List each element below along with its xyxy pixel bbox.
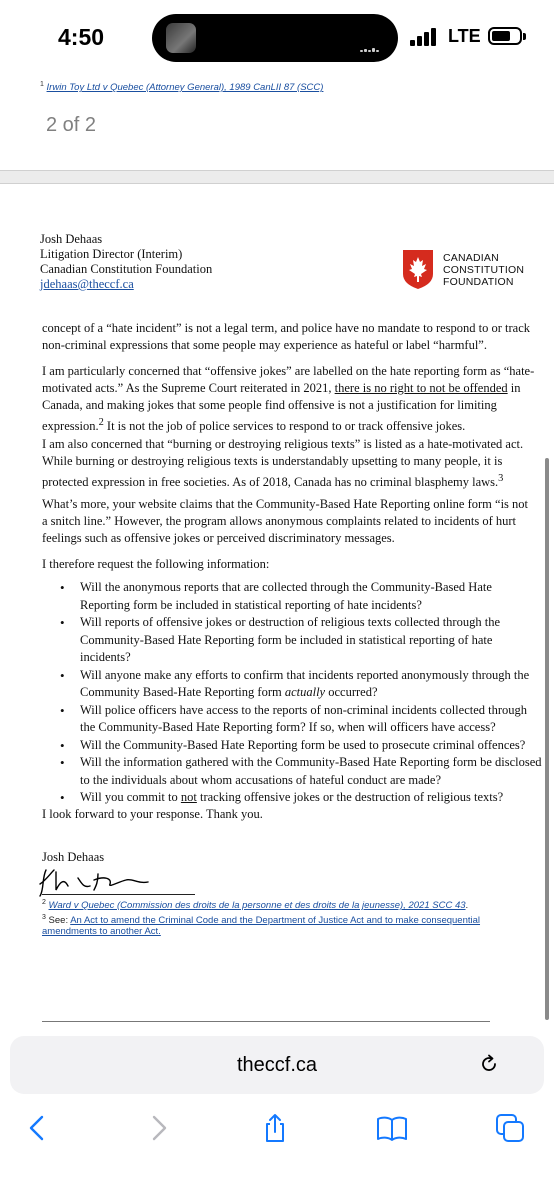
paragraph-hate-incident: concept of a “hate incident” is not a legal term, and police have no mandate to respond to or track non-criminal expressions that some people may experience as hateful or label “harmful”. <box>42 321 531 352</box>
footnotes <box>42 897 512 938</box>
list-item: • Will reports of offensive jokes or destruction of religious texts collected through the Community-Based Hate Reporting form be included in statistical reporting of hate incidents? <box>42 614 542 667</box>
list-item <box>42 667 542 702</box>
media-thumbnail <box>166 23 196 53</box>
list-item-text: Will you commit to <box>80 790 181 804</box>
page-indicator: 2 of 2 <box>46 114 97 136</box>
paragraph-text: I am also concerned that “burning or destroying religious texts” is listed as a hate-motivated act. While burning or destroying religious texts is understandably upsetting to many people, it is protected expression in free societies. As of 2018, Canada has no criminal blasphemy laws. <box>42 437 524 490</box>
back-button[interactable] <box>22 1112 54 1144</box>
signal-icon <box>410 28 440 46</box>
page-bottom-rule <box>42 1021 490 1022</box>
maple-leaf-logo-icon <box>401 248 435 290</box>
status-time: 4:50 <box>58 24 105 50</box>
footnote-link[interactable]: An Act to amend the Criminal Code and the Department of Justice Act and to make consequential amendments to another Act. <box>42 914 481 938</box>
footnote-ref[interactable]: 2 <box>98 417 104 428</box>
page-divider <box>0 170 554 184</box>
sender-name: Josh Dehaas <box>40 232 103 246</box>
list-item <box>42 789 542 807</box>
bookmarks-button[interactable] <box>376 1112 408 1144</box>
closing-line: I look forward to your response. Thank you. <box>42 807 263 821</box>
paragraph-offensive-jokes <box>42 363 536 435</box>
footnote-number: 1 <box>40 81 44 88</box>
reload-icon[interactable] <box>478 1053 500 1075</box>
emphasis-italic: actually <box>284 685 326 699</box>
footnote-3 <box>42 912 512 938</box>
emphasis-underlined: there is no right to not be offended <box>334 381 508 395</box>
address-bar[interactable] <box>10 1036 544 1094</box>
network-label: LTE <box>448 26 481 46</box>
footnote-link[interactable]: Irwin Toy Ltd v Quebec (Attorney General), 1989 CanLII 87 (SCC) <box>46 82 324 94</box>
letterhead-sender <box>40 232 212 292</box>
tabs-button[interactable] <box>494 1112 526 1144</box>
list-item-text: tracking offensive jokes or the destruction of religious texts? <box>196 790 504 804</box>
footnote-number: 2 <box>42 899 46 906</box>
scrollbar[interactable] <box>545 458 549 1020</box>
sender-title: Litigation Director (Interim) <box>40 247 183 261</box>
forward-button[interactable] <box>142 1112 174 1144</box>
audio-wave-icon <box>360 34 382 42</box>
list-item-text: Will anyone make any efforts to confirm that incidents reported anonymously through the Community Based-Hate Reporting form <box>80 667 530 699</box>
sender-email-link[interactable]: jdehaas@theccf.ca <box>40 277 134 291</box>
bookmarks-icon <box>376 1112 408 1144</box>
dynamic-island[interactable] <box>152 14 398 62</box>
signature-line <box>42 894 195 895</box>
paragraph-text: I am particularly concerned that “offensive jokes” are labelled on the hate reporting form as “hate-motivated acts.” As the Supreme Court reiterated in 2021, <box>42 364 535 395</box>
footnote-text: . <box>465 900 469 912</box>
footnote-ref[interactable]: 3 <box>498 473 504 484</box>
paragraph-text: It is not the job of police services to respond to or track offensive jokes. <box>103 419 466 434</box>
request-list <box>42 579 542 807</box>
sender-org: Canadian Constitution Foundation <box>40 262 213 276</box>
signoff-name: Josh Dehaas <box>42 850 105 864</box>
paragraph-snitch-line: What’s more, your website claims that the Community-Based Hate Reporting online form “is not a snitch line.” However, the program allows anonymous complaints related to incidents of hurt feelings such as offensive jokes or perceived discriminatory messages. <box>42 497 529 545</box>
list-item-text: occurred? <box>325 685 378 699</box>
list-item: • Will the anonymous reports that are collected through the Community-Based Hate Reporting form be included in statistical reporting of hate incidents? <box>42 579 542 614</box>
page1-footnote <box>40 81 323 93</box>
share-button[interactable] <box>259 1112 291 1144</box>
logo-line: FOUNDATION <box>443 276 514 288</box>
footnote-link[interactable]: Ward v Quebec (Commission des droits de la personne et des droits de la jeunesse), 2021 SCC 43 <box>48 900 466 912</box>
battery-icon <box>488 27 522 45</box>
list-item: • Will the information gathered with the Community-Based Hate Reporting form be disclosed to the individuals about whom accusations of hateful conduct are made? <box>42 754 542 789</box>
browser-toolbar <box>0 1100 554 1200</box>
logo-wordmark <box>443 252 524 288</box>
footnote-text: See: <box>48 914 71 926</box>
paragraph-text: in Canada, and making jokes that some people find offensive is not a justification for limiting expression. <box>42 381 521 434</box>
footnote-2 <box>42 897 512 912</box>
status-bar <box>0 0 554 72</box>
share-icon <box>259 1112 291 1144</box>
footnote-number: 3 <box>42 913 46 921</box>
list-item: • Will the Community-Based Hate Reporting form be used to prosecute criminal offences? <box>42 737 542 755</box>
logo-line: CONSTITUTION <box>443 264 525 276</box>
emphasis-underlined: not <box>180 790 197 804</box>
logo-line: CANADIAN <box>443 252 499 264</box>
list-item: • Will police officers have access to the reports of non-criminal incidents collected through the Community-Based Hate Reporting form? If so, when will officers have access? <box>42 702 542 737</box>
back-icon <box>22 1112 54 1144</box>
forward-icon <box>142 1112 174 1144</box>
tabs-icon <box>494 1112 526 1144</box>
paragraph-request: I therefore request the following information: <box>42 557 270 571</box>
url-text[interactable]: theccf.ca <box>236 1054 318 1076</box>
paragraph-religious-texts <box>42 436 536 491</box>
signature-image <box>38 864 158 898</box>
